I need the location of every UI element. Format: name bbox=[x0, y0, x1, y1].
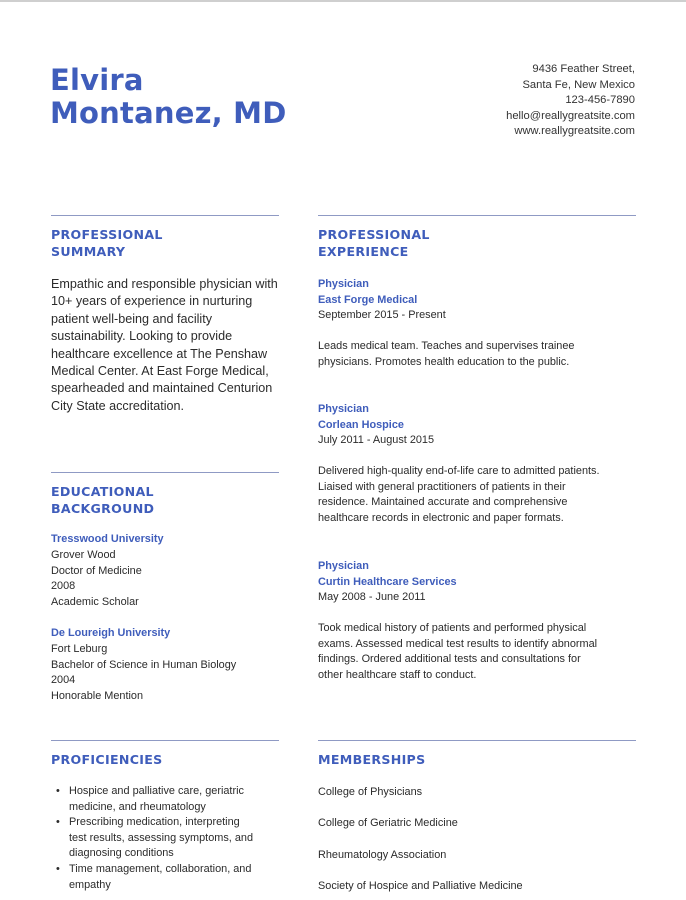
education-divider bbox=[51, 472, 279, 473]
membership-item: Society of Hospice and Palliative Medicine bbox=[318, 880, 523, 892]
job-organization: East Forge Medical bbox=[318, 293, 418, 306]
candidate-name bbox=[50, 64, 287, 130]
summary-heading bbox=[51, 227, 163, 260]
memberships-heading: MEMBERSHIPS bbox=[318, 752, 426, 767]
bullet-icon: • bbox=[56, 785, 60, 797]
proficiencies-divider bbox=[51, 740, 279, 741]
job-description bbox=[318, 464, 638, 527]
list-item bbox=[53, 815, 283, 862]
degree: Doctor of Medicine bbox=[51, 564, 142, 577]
contact-phone: 123-456-7890 bbox=[565, 94, 635, 107]
school-location: Fort Leburg bbox=[51, 642, 108, 655]
job-description-line: Leads medical team. Teaches and supervises trainee bbox=[318, 339, 575, 352]
job-description-line: physicians. Promotes health education to the public. bbox=[318, 355, 570, 368]
job-entry bbox=[318, 559, 638, 684]
job-organization: Curtin Healthcare Services bbox=[318, 575, 457, 588]
summary-heading-line-1: PROFESSIONAL bbox=[51, 227, 163, 242]
job-description-line: Liaised with general practitioners of patients in their bbox=[318, 480, 566, 493]
school-name: Tresswood University bbox=[51, 533, 164, 545]
experience-heading-line-2: EXPERIENCE bbox=[318, 243, 409, 259]
top-edge-line bbox=[0, 0, 686, 2]
education-heading bbox=[51, 484, 154, 517]
experience-heading-line-1: PROFESSIONAL bbox=[318, 227, 430, 242]
job-entry bbox=[318, 277, 638, 370]
job-dates: July 2011 - August 2015 bbox=[318, 434, 435, 447]
contact-email: hello@reallygreatsite.com bbox=[506, 109, 635, 122]
name-line-1: Elvira bbox=[50, 63, 144, 97]
job-description-line: Delivered high-quality end-of-life care to admitted patients. bbox=[318, 464, 600, 477]
job-dates: September 2015 - Present bbox=[318, 309, 446, 322]
job-dates: May 2008 - June 2011 bbox=[318, 591, 426, 604]
job-description-line: findings. Ordered additional tests and consultations for bbox=[318, 653, 581, 666]
membership-item: College of Geriatric Medicine bbox=[318, 817, 458, 829]
bullet-icon: • bbox=[56, 862, 60, 875]
job-description bbox=[318, 621, 638, 684]
honor: Academic Scholar bbox=[51, 596, 139, 609]
list-item-line: diagnosing conditions bbox=[69, 847, 174, 860]
contact-city: Santa Fe, New Mexico bbox=[522, 78, 635, 91]
job-role: Physician bbox=[318, 560, 369, 572]
education-heading-line-2: BACKGROUND bbox=[51, 500, 155, 516]
contact-block bbox=[506, 62, 635, 140]
education-heading-line-1: EDUCATIONAL bbox=[51, 484, 154, 499]
job-description-line: Took medical history of patients and performed physical bbox=[318, 621, 587, 634]
experience-heading bbox=[318, 227, 430, 260]
job-description bbox=[318, 339, 638, 371]
list-item bbox=[53, 784, 283, 815]
education-entry bbox=[51, 626, 281, 705]
contact-website: www.reallygreatsite.com bbox=[514, 125, 635, 138]
list-item bbox=[53, 862, 283, 893]
summary-heading-line-2: SUMMARY bbox=[51, 243, 126, 259]
list-item-line: Prescribing medication, interpreting bbox=[69, 816, 240, 829]
graduation-year: 2004 bbox=[51, 674, 76, 687]
job-organization: Corlean Hospice bbox=[318, 418, 404, 431]
memberships-divider bbox=[318, 740, 636, 741]
list-item-line: Hospice and palliative care, geriatric bbox=[69, 785, 244, 797]
summary-text: Empathic and responsible physician with 10+ years of experience in nurturing patient well-being and facility sustainability. Looking to provide healthcare excellence at The Penshaw Medical Center. At East Forge Medical, spearheaded and maintained Centurion City State accreditation. bbox=[51, 277, 278, 413]
list-item-line: empathy bbox=[69, 878, 111, 891]
honor: Honorable Mention bbox=[51, 690, 144, 703]
school-location: Grover Wood bbox=[51, 548, 116, 561]
list-item-line: Time management, collaboration, and bbox=[69, 862, 252, 875]
job-entry bbox=[318, 402, 638, 527]
experience-divider bbox=[318, 215, 636, 216]
job-description-line: residence. Maintained accurate and comprehensive bbox=[318, 496, 568, 509]
graduation-year: 2008 bbox=[51, 580, 76, 593]
bullet-icon: • bbox=[56, 816, 60, 829]
proficiencies-heading: PROFICIENCIES bbox=[51, 752, 163, 767]
list-item-line: test results, assessing symptoms, and bbox=[69, 831, 254, 844]
degree: Bachelor of Science in Human Biology bbox=[51, 658, 237, 671]
job-description-line: other healthcare staff to conduct. bbox=[318, 669, 477, 682]
job-role: Physician bbox=[318, 403, 369, 415]
job-description-line: exams. Assessed medical test results to identify abnormal bbox=[318, 637, 598, 650]
contact-street: 9436 Feather Street, bbox=[532, 63, 635, 75]
membership-item: Rheumatology Association bbox=[318, 849, 447, 861]
school-name: De Loureigh University bbox=[51, 627, 171, 639]
job-role: Physician bbox=[318, 278, 369, 290]
membership-item: College of Physicians bbox=[318, 786, 423, 798]
proficiencies-list bbox=[53, 784, 283, 893]
list-item-line: medicine, and rheumatology bbox=[69, 800, 206, 813]
education-entry bbox=[51, 532, 281, 611]
job-description-line: healthcare records in electronic and paper formats. bbox=[318, 512, 564, 525]
summary-divider bbox=[51, 215, 279, 216]
name-line-2: Montanez, MD bbox=[50, 96, 287, 130]
